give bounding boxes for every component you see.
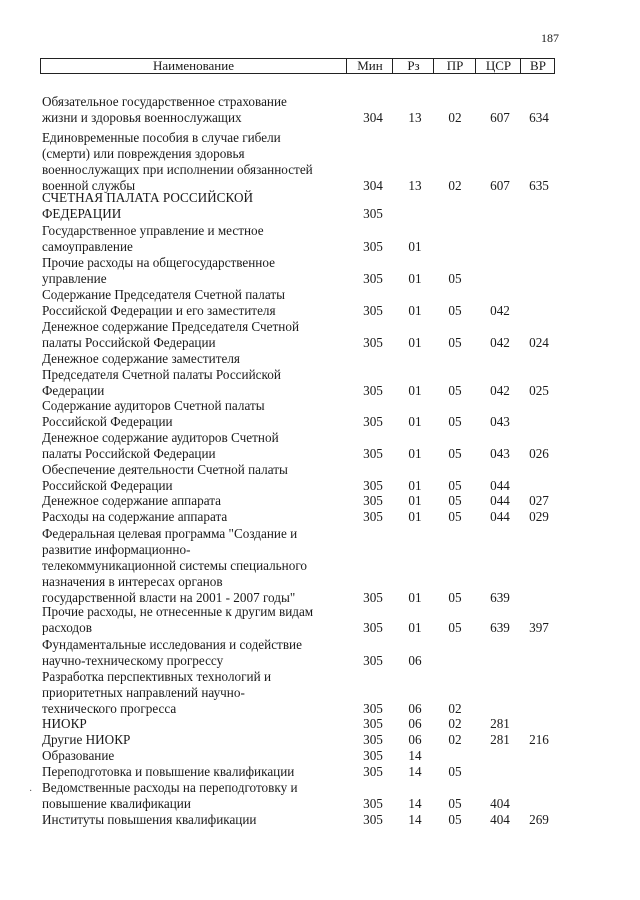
row-min: 305 (363, 590, 383, 605)
table-row (0, 748, 640, 764)
row-name: Содержание аудиторов Счетной палаты Российской Федерации (42, 398, 265, 429)
row-rz: 01 (408, 590, 422, 605)
table-row (0, 669, 640, 717)
row-rz: 14 (408, 748, 422, 763)
row-name: Расходы на содержание аппарата (42, 509, 228, 524)
row-name: Другие НИОКР (42, 732, 131, 747)
row-csr: 281 (490, 716, 510, 731)
row-pr: 05 (448, 271, 462, 286)
row-pr: 02 (448, 110, 462, 125)
row-pr: 05 (448, 414, 462, 429)
table-header (40, 58, 555, 74)
row-csr: 404 (490, 796, 510, 811)
row-name: Содержание Председателя Счетной палаты Российской Федерации и его заместителя (42, 287, 285, 318)
row-pr: 05 (448, 478, 462, 493)
row-rz: 01 (408, 493, 422, 508)
row-name: Разработка перспективных технологий и приоритетных направлений научно- технического прогресса (42, 669, 272, 716)
row-vr: 397 (529, 620, 549, 635)
row-rz: 14 (408, 812, 422, 827)
row-name: Институты повышения квалификации (42, 812, 257, 827)
row-vr: 029 (529, 509, 549, 524)
row-pr: 05 (448, 335, 462, 350)
table-row (0, 716, 640, 732)
row-name: Обеспечение деятельности Счетной палаты Российской Федерации (42, 462, 288, 493)
row-min: 305 (363, 271, 383, 286)
row-name: Прочие расходы, не отнесенные к другим видам расходов (42, 604, 314, 635)
row-csr: 044 (490, 493, 510, 508)
row-pr: 05 (448, 812, 462, 827)
row-pr: 02 (448, 178, 462, 193)
row-min: 305 (363, 239, 383, 254)
header-vr: ВР (520, 59, 555, 73)
row-vr: 027 (529, 493, 549, 508)
row-rz: 06 (408, 716, 422, 731)
row-name: Государственное управление и местное самоуправление (42, 223, 264, 254)
row-name: Денежное содержание аудиторов Счетной палаты Российской Федерации (42, 430, 279, 461)
row-name: Денежное содержание аппарата (42, 493, 221, 508)
row-pr: 05 (448, 764, 462, 779)
row-name: Ведомственные расходы на переподготовку и повышение квалификации (42, 780, 298, 811)
row-rz: 01 (408, 335, 422, 350)
row-pr: 05 (448, 620, 462, 635)
row-rz: 06 (408, 653, 422, 668)
row-min: 305 (363, 509, 383, 524)
table-row (0, 509, 640, 525)
row-pr: 02 (448, 732, 462, 747)
row-rz: 13 (408, 178, 422, 193)
table-row (0, 637, 640, 669)
row-rz: 01 (408, 303, 422, 318)
header-rz: Рз (392, 59, 434, 73)
row-name: Обязательное государственное страхование жизни и здоровья военнослужащих (42, 94, 287, 125)
page-number: 187 (541, 31, 559, 45)
table-row (0, 287, 640, 319)
row-vr: 026 (529, 446, 549, 461)
table-row (0, 351, 640, 399)
table-row (0, 462, 640, 494)
row-csr: 043 (490, 414, 510, 429)
row-min: 305 (363, 206, 383, 221)
scan-mark: · (29, 786, 33, 797)
row-rz: 13 (408, 110, 422, 125)
row-csr: 042 (490, 383, 510, 398)
row-csr: 281 (490, 732, 510, 747)
row-name: Федеральная целевая программа "Создание и развитие информационно- телекоммуникационной системы специального назначения в интересах органов государственной власти на 2001 - 2007 годы" (42, 526, 308, 605)
table-row (0, 190, 640, 222)
row-csr: 607 (490, 178, 510, 193)
row-csr: 043 (490, 446, 510, 461)
row-csr: 404 (490, 812, 510, 827)
table-row (0, 604, 640, 636)
row-vr: 024 (529, 335, 549, 350)
row-name: Образование (42, 748, 115, 763)
table-row (0, 94, 640, 126)
table-row (0, 130, 640, 194)
row-csr: 639 (490, 590, 510, 605)
row-pr: 05 (448, 446, 462, 461)
row-min: 305 (363, 414, 383, 429)
table-row (0, 430, 640, 462)
row-csr: 044 (490, 478, 510, 493)
table-row (0, 526, 640, 606)
row-pr: 05 (448, 590, 462, 605)
row-vr: 216 (529, 732, 549, 747)
row-rz: 14 (408, 764, 422, 779)
row-vr: 634 (529, 110, 549, 125)
row-min: 305 (363, 732, 383, 747)
row-csr: 042 (490, 303, 510, 318)
row-rz: 14 (408, 796, 422, 811)
row-pr: 02 (448, 716, 462, 731)
table-row (0, 319, 640, 351)
table-row (0, 223, 640, 255)
row-min: 305 (363, 335, 383, 350)
row-rz: 01 (408, 478, 422, 493)
row-pr: 05 (448, 383, 462, 398)
row-rz: 01 (408, 446, 422, 461)
row-name: СЧЕТНАЯ ПАЛАТА РОССИЙСКОЙ ФЕДЕРАЦИИ (42, 190, 253, 221)
row-rz: 06 (408, 701, 422, 716)
row-name: НИОКР (42, 716, 87, 731)
row-rz: 01 (408, 509, 422, 524)
header-csr: ЦСР (475, 59, 521, 73)
table-row (0, 780, 640, 812)
row-name: Денежное содержание заместителя Председателя Счетной палаты Российской Федерации (42, 351, 281, 398)
table-row (0, 493, 640, 509)
row-min: 305 (363, 478, 383, 493)
row-name: Фундаментальные исследования и содействие научно-техническому прогрессу (42, 637, 302, 668)
table-row (0, 812, 640, 828)
table-row (0, 398, 640, 430)
row-csr: 639 (490, 620, 510, 635)
row-name: Денежное содержание Председателя Счетной палаты Российской Федерации (42, 319, 300, 350)
row-min: 305 (363, 764, 383, 779)
row-min: 305 (363, 383, 383, 398)
row-pr: 05 (448, 303, 462, 318)
row-min: 305 (363, 701, 383, 716)
row-min: 305 (363, 446, 383, 461)
header-pr: ПР (433, 59, 476, 73)
row-rz: 01 (408, 620, 422, 635)
row-min: 304 (363, 178, 383, 193)
row-name: Переподготовка и повышение квалификации (42, 764, 295, 779)
row-vr: 269 (529, 812, 549, 827)
row-vr: 635 (529, 178, 549, 193)
row-pr: 05 (448, 796, 462, 811)
row-pr: 05 (448, 509, 462, 524)
row-min: 305 (363, 303, 383, 318)
table-row (0, 732, 640, 748)
row-pr: 02 (448, 701, 462, 716)
row-pr: 05 (448, 493, 462, 508)
row-csr: 042 (490, 335, 510, 350)
row-min: 305 (363, 716, 383, 731)
row-min: 305 (363, 812, 383, 827)
row-min: 305 (363, 620, 383, 635)
row-rz: 01 (408, 239, 422, 254)
row-csr: 044 (490, 509, 510, 524)
row-min: 305 (363, 493, 383, 508)
row-name: Единовременные пособия в случае гибели (смерти) или повреждения здоровья военнослужащих при исполнении обязанностей военной службы (42, 130, 313, 193)
row-vr: 025 (529, 383, 549, 398)
row-rz: 01 (408, 414, 422, 429)
row-rz: 06 (408, 732, 422, 747)
row-rz: 01 (408, 271, 422, 286)
row-min: 304 (363, 110, 383, 125)
row-min: 305 (363, 796, 383, 811)
row-csr: 607 (490, 110, 510, 125)
row-name: Прочие расходы на общегосударственное управление (42, 255, 275, 286)
row-rz: 01 (408, 383, 422, 398)
row-min: 305 (363, 653, 383, 668)
table-row (0, 255, 640, 287)
table-row (0, 764, 640, 780)
header-name: Наименование (153, 58, 234, 73)
row-min: 305 (363, 748, 383, 763)
header-min: Мин (346, 59, 393, 73)
